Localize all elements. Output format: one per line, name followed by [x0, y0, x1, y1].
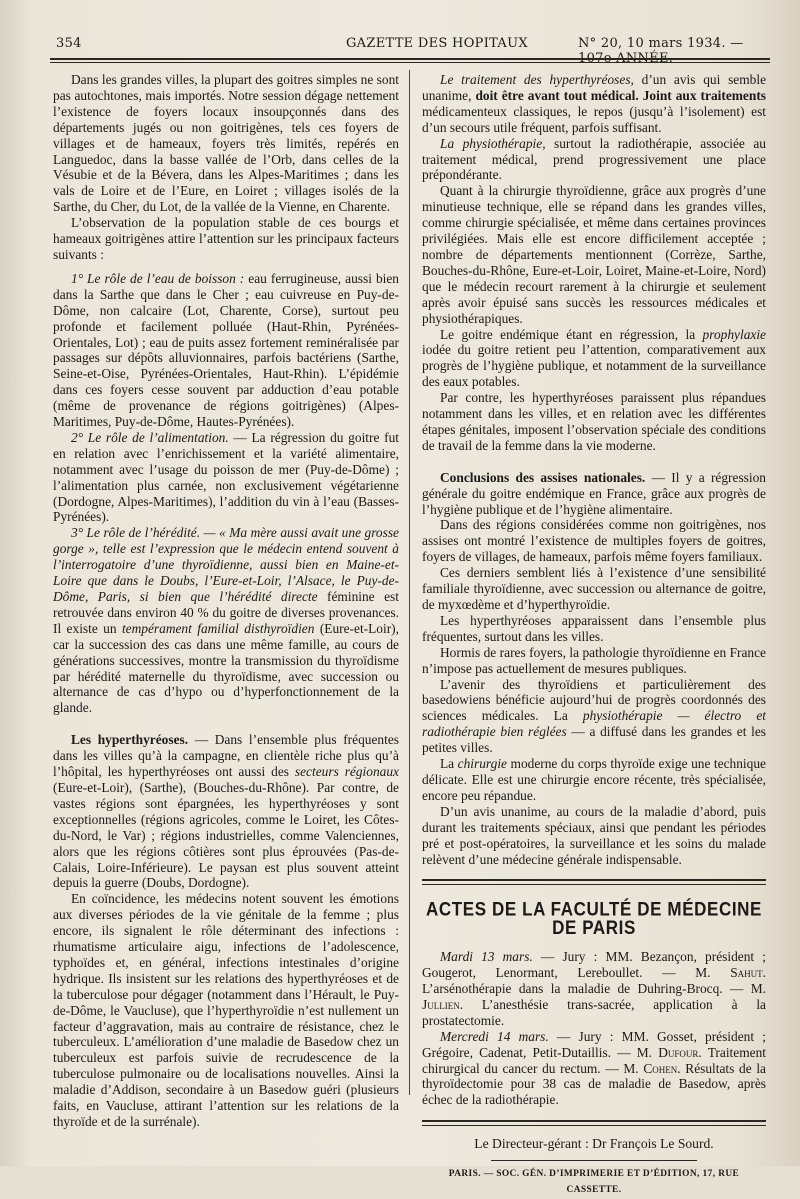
acts-entry	[422, 949, 766, 1029]
paragraph	[422, 72, 766, 136]
italic-span: secteurs régionaux	[294, 764, 399, 780]
spacer	[422, 867, 766, 879]
paragraph: L’observation de la population stable de ces bourgs et hameaux goitrigènes attire l’attention sur les principaux facteurs suivants :	[53, 215, 399, 262]
paragraph-text: — « Ma mère aussi avait une grosse gorge », telle est l’expression que le médecin entend souvent à l’interrogatoire d’une thyroïdienne, aussi bien en Maine-et-Loire que dans le Doubs, l’Eure-et-Loir, l’Alsace, le Puy-de-Dôme, Paris, si bien que	[53, 525, 399, 604]
spacer	[53, 716, 399, 732]
column-divider	[409, 70, 410, 1095]
paragraph	[422, 136, 766, 184]
right-column	[422, 72, 766, 1199]
candidate-name: Cohen	[643, 1060, 678, 1076]
entry-text: — Jury : MM. Gosset, président ; Grégoire, Cadenat, Petit-Dutaillis. — M.	[422, 1028, 766, 1060]
candidate-name: Sahut	[730, 965, 763, 981]
italic-span: prophylaxie	[702, 326, 766, 342]
acts-heading: ACTES DE LA FACULTÉ DE MÉDECINE DE PARIS	[426, 898, 762, 939]
paragraph-text: — Dans l’ensemble plus fréquentes dans les villes qu’à la campagne, en clientèle riche plus qu’à l’hôpital, les hyperthyréoses ont aussi des	[53, 732, 399, 780]
italic-lead: 2° Le rôle de l’alimentation.	[71, 429, 229, 445]
paragraph-text: médicamenteux classiques, le repos (jusqu’à l’isolement) est d’un secours utile fréquent, parfois suffisant.	[422, 103, 766, 135]
page-header	[56, 34, 770, 66]
entry-text: — Jury : MM. Bezançon, président ; Gougerot, Lenormant, Lereboullet. — M.	[422, 949, 766, 981]
paragraph-text: — Il y a régression générale du goitre endémique en France, grâce aux progrès de l’hygiène publique et de l’hygiène alimentaire.	[422, 469, 766, 517]
entry-text: . Résultats de la thyroïdectomie pour 38 cas de maladie de Basedow, après échec de la radiothérapie.	[422, 1060, 766, 1108]
paragraph	[53, 430, 399, 525]
spacer	[422, 454, 766, 470]
paragraph: Ces derniers semblent liés à l’existence d’une sensibilité familiale thyroïdienne, avec succession ou alternance de goitre, de myxœdème et d’hyperthyroïdie.	[422, 565, 766, 612]
paragraph: D’un avis unanime, au cours de la maladie d’abord, puis durant les traitements spéciaux, ainsi que pendant les périodes pré et post-opératoires, la surveillance et les soins du malade relèvent d’une médecine générale indispensable.	[422, 803, 766, 867]
paragraph-text: d’un avis qui semble unanime,	[422, 72, 767, 103]
entry-date: Mercredi 14 mars.	[440, 1028, 549, 1044]
paragraph-text: L’avenir des thyroïdiens et particulièrement des basedowiens bénéficie aujourd’hui de progrès coordonnés des sciences médicales. La	[422, 676, 766, 724]
paragraph-text: (Eure-et-Loir), car la succession des cas dans une même famille, au cours de générations successives, montre la transmission du thyroïdisme par hérédité maternelle du thyroïdisme, avec succession ou alternance de cas d’hypo ou d’hyperfonctionnement de la glande.	[53, 620, 399, 716]
paragraph-text: Le goitre endémique étant en régression, la	[440, 326, 703, 342]
printer-rule	[491, 1160, 697, 1161]
paragraph-text: féminine est retrouvée dans environ 40 % du goitre de diverses provenances. Il existe un	[53, 589, 399, 636]
paragraph-text: (Eure-et-Loir), (Sarthe), (Bouches-du-Rhône). Par contre, de vastes régions sont épargnées, les hyperthyréoses y sont exceptionnelles (régions agricoles, comme le Loiret, les Côtes-du-Nord, le Var) ; régions industrielles, comme Valenciennes, alors que les régions côtières sont plus éprouvées (Pas-de-Calais, Loire-Inférieure). Le paysan est plus souvent atteint depuis la guerre (Doubs, Dordogne).	[53, 779, 399, 891]
italic-span: physiothérapie — électro et radiothérapie bien réglées	[422, 708, 766, 740]
page-number: 354	[56, 36, 82, 51]
paragraph: Quant à la chirurgie thyroïdienne, grâce aux progrès d’une minutieuse technique, elle se répand dans les grandes villes, comme chirurgie spécialisée, et même dans certaines provinces privilégiées. Mais elle est encore difficilement acceptée ; nombre de départements mentionnent (Corrèze, Sarthe, Bouches-du-Rhône, Eure-et-Loir, Loiret, Maine-et-Loire, Nord) que le médecin recourt rarement à la chirurgie et seulement après avoir épuisé sans succès les ressources médicales et physiothérapiques.	[422, 183, 766, 326]
paragraph: Dans les grandes villes, la plupart des goitres simples ne sont pas autochtones, mais importés. Notre session dégage nettement l’existence de foyers locaux insoupçonnés dans des départements jugés ou non goitrigènes, tels ces foyers de villages et de hameaux, foyers très limités, repérés en Languedoc, dans la basse vallée de l’Orb, dans celles de la Vésubie et de la Bévera, dans les Alpes-Maritimes ; dans les vals de Loire et de l’Eure, en Loiret ; villages isolés de la Sarthe, du Cher, du Lot, de la vallée de la Vienne, en Charente.	[53, 72, 399, 215]
italic-lead: Le traitement des hyperthyréoses,	[440, 72, 634, 87]
footer-rule	[422, 1120, 766, 1122]
paragraph	[422, 677, 766, 757]
paragraph	[422, 470, 766, 518]
spacer	[422, 1108, 766, 1120]
paragraph-text: La	[440, 756, 458, 772]
footer-rule-thin	[422, 1125, 766, 1126]
paragraph-text: eau ferrugineuse, aussi bien dans la Sarthe que dans le Cher ; eau cuivreuse en Puy-de-Dôme, non calcaire (Lot, Charente, Corse), surtout peu profonde et facilement polluée (Haut-Rhin, Pyrénées-Orientales, Lot) ; eau de puits assez fortement reminéralisée par passages sur dépôts alluvionnaires, parfois bactériens (Sarthe, Seine-et-Oise, Pyrénées-Orientales, Haut-Rhin). L’épidémie dans ces foyers cesse souvent par adduction d’eau potable (même de provenance de régions goitrigènes) (Alpes-Maritimes, Puy-de-Dôme, Hautes-Pyrénées).	[53, 270, 399, 430]
section-heading: Les hyperthyréoses.	[71, 732, 189, 748]
entry-date: Mardi 13 mars.	[440, 949, 533, 965]
acts-entry	[422, 1029, 766, 1109]
spacer	[53, 263, 399, 271]
paragraph: En coïncidence, les médecins notent souvent les émotions aux diverses périodes de la vie génitale de la femme ; plus encore, ils signalent le rôle déterminant des infections : rhumatisme articulaire aigu, infections de l’adolescence, typhoïdes et, en général, infections intestinales d’origine hydrique. Ils insistent sur les relations des hyperthyréoses et de la tuberculose pour dégager (notamment dans l’Hérault, le Puy-de-Dôme, le Vaucluse), que l’hyperthyroïdie n’est nullement un facteur d’aggravation, mais au contraire de résistance, chez le tuberculeux. L’amélioration d’une maladie de Basedow chez un tuberculeux est parfois suivie de recrudescence de la tuberculose pulmonaire ou de localisations nouvelles. Ainsi la maladie d’Addison, secondaire à un Basedow guéri (plusieurs faits, en Vaucluse, attirant l’attention sur les relations de la thyroïde et de la surrénale).	[53, 891, 399, 1129]
header-rule	[50, 58, 770, 60]
entry-text: . L’arsénothérapie dans la maladie de Duhring-Brocq. — M.	[422, 965, 766, 997]
candidate-name: Dufour	[658, 1044, 699, 1060]
journal-title: GAZETTE DES HOPITAUX	[346, 36, 528, 51]
director-line: Le Directeur-gérant : Dr François Le Sourd.	[474, 1136, 714, 1152]
italic-lead: 1° Le rôle de l’eau de boisson :	[71, 270, 245, 286]
italic-span: l’hérédité directe	[219, 589, 318, 604]
header-rule-thin	[50, 62, 770, 63]
paragraph-text: — La régression du goitre fut en relation avec l’enrichissement et la variété alimentaire, notamment avec l’usage du poisson de mer (Puy-de-Dôme) ; l’alimentation plus carnée, non exclusivement végétarienne (Dordogne, Alpes-Maritimes), l’addition du vin à l’eau (Basses-Pyrénées).	[53, 429, 399, 525]
italic-lead: La physiothérapie,	[440, 135, 546, 151]
left-column	[53, 72, 399, 1130]
bold-span: doit être avant tout médical. Joint aux traitements	[475, 87, 766, 103]
italic-span: tempérament familial disthyroïdien	[121, 620, 315, 636]
paragraph: Hormis de rares foyers, la pathologie thyroïdienne en France n’impose pas actuellement de mesures publiques.	[422, 644, 766, 676]
entry-text: . L’anesthésie trans-sacrée, application à la prostatectomie.	[422, 996, 766, 1028]
paragraph	[53, 525, 399, 716]
printer-line: PARIS. — SOC. GÉN. D’IMPRIMERIE ET D’ÉDITION, 17, RUE CASSETTE.	[448, 1169, 740, 1196]
paragraph-text: surtout la radiothérapie, associée au traitement médical, prend progressivement une place prépondérante.	[422, 135, 766, 183]
italic-span: chirurgie	[457, 756, 507, 772]
italic-lead: 3° Le rôle de l’hérédité.	[71, 525, 201, 541]
paragraph-text: — a diffusé dans les grandes et les petites villes.	[422, 724, 766, 756]
entry-text: . Traitement chirurgical du cancer du rectum. — M.	[422, 1044, 766, 1076]
paragraph: Les hyperthyréoses apparaissent dans l’ensemble plus fréquentes, surtout dans les villes.	[422, 612, 766, 644]
section-rule-thin	[422, 884, 766, 885]
paragraph: Dans des régions considérées comme non goitrigènes, nos assises ont montré l’existence de multiples foyers de goitres, foyers de villages, de hameaux, parfois même foyers familiaux.	[422, 517, 766, 565]
issue-info: N° 20, 10 mars 1934. — 107e ANNÉE.	[578, 36, 744, 66]
paragraph-text: moderne du corps thyroïde exige une technique délicate. Elle est une chirurgie encore récente, très spécialisée, encore peu répandue.	[422, 756, 766, 803]
paragraph	[422, 327, 766, 391]
candidate-name: Jullien	[422, 996, 460, 1012]
section-heading: Conclusions des assises nationales.	[440, 469, 646, 485]
section-rule	[422, 879, 766, 881]
paragraph: Par contre, les hyperthyréoses paraissent plus répandues notamment dans les villes, et en relation avec les différentes étapes génitales, imposent l’observation spéciale des conditions de travail de la femme dans la vie moderne.	[422, 390, 766, 453]
paragraph	[53, 732, 399, 891]
paragraph	[53, 271, 399, 430]
paragraph	[422, 756, 766, 804]
paragraph-text: iodée du goitre retient peu l’attention, comparativement aux progrès de l’hygiène publique, et notamment de la surveillance des eaux potables.	[422, 342, 766, 390]
